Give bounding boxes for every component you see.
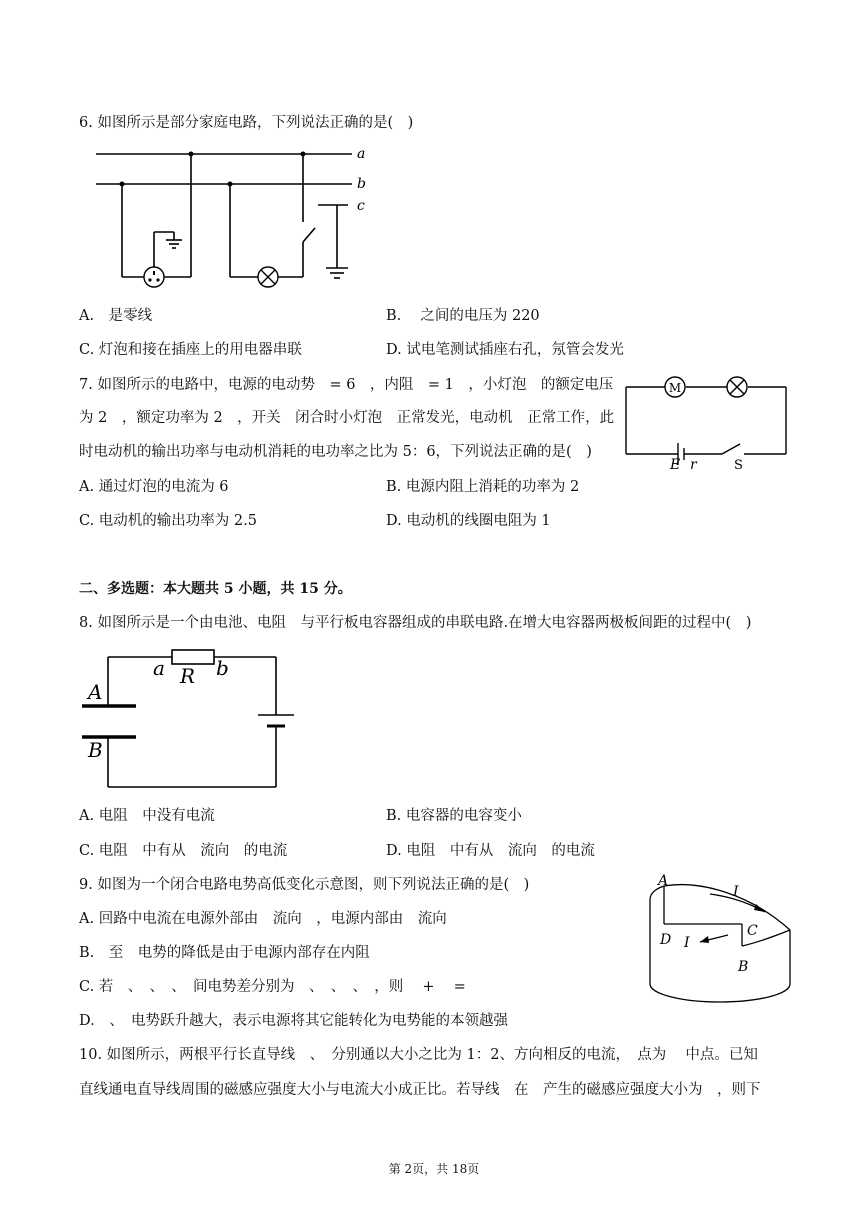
q7-option-c: C. 电动机的输出功率为 2.5 xyxy=(79,513,257,529)
label-D: D xyxy=(660,932,672,948)
label-a: a xyxy=(357,146,366,162)
q9-option-d: D. 、 电势跃升越大，表示电源将其它能转化为电势能的本领越强 xyxy=(79,1013,508,1029)
label-a: a xyxy=(153,656,165,680)
q9-option-c: C. 若 、 、 、 间电势差分别为 、 、 、 ，则 + = xyxy=(79,979,466,995)
q10-stem-line1: 10. 如图所示，两根平行长直导线 、 分别通以大小之比为 1：2、方向相反的电流， 点为 中点。已知 xyxy=(79,1047,758,1063)
label-b: b xyxy=(357,176,366,192)
q7-option-a: A. 通过灯泡的电流为 6 xyxy=(79,479,229,495)
socket-icon xyxy=(144,267,164,287)
label-C: C xyxy=(747,923,758,939)
label-A: A xyxy=(88,680,103,704)
label-I-inner: I xyxy=(684,935,690,951)
q8-stem: 8. 如图所示是一个由电池、电阻 与平行板电容器组成的串联电路.在增大电容器两极板间距的过程中( ) xyxy=(79,615,752,631)
label-I-top: I xyxy=(733,884,739,900)
q7-option-d: D. 电动机的线圈电阻为 1 xyxy=(386,513,551,529)
q8-option-c: C. 电阻 中有从 流向 的电流 xyxy=(79,843,288,859)
q7-circuit-figure xyxy=(620,372,795,472)
q6-option-b: B. 之间的电压为 220 xyxy=(386,308,540,324)
label-B: B xyxy=(738,959,749,975)
motor-icon xyxy=(665,377,685,397)
label-S: S xyxy=(734,458,743,473)
q7-stem-line1: 7. 如图所示的电路中，电源的电动势 = 6 ，内阻 = 1 ，小灯泡 的额定电压 xyxy=(79,377,614,393)
q6-household-circuit-figure xyxy=(90,140,390,290)
page-footer: 第 2页，共 18页 xyxy=(388,1162,480,1176)
q6-option-c: C. 灯泡和接在插座上的用电器串联 xyxy=(79,342,302,358)
q10-stem-line2: 直线通电直导线周围的磁感应强度大小与电流大小成正比。若导线 在 产生的磁感应强度大小为 ，则下 xyxy=(79,1082,761,1098)
q7-stem-line3: 时电动机的输出功率与电动机消耗的电功率之比为 5：6，下列说法正确的是( ) xyxy=(79,444,592,460)
label-B: B xyxy=(88,738,103,762)
q7-option-b: B. 电源内阻上消耗的功率为 2 xyxy=(386,479,580,495)
q8-option-b: B. 电容器的电容变小 xyxy=(386,808,522,824)
q7-stem-line2: 为 2 ，额定功率为 2 ，开关 闭合时小灯泡 正常发光，电动机 正常工作，此 xyxy=(79,410,615,426)
lamp-icon xyxy=(258,267,278,287)
q6-option-d: D. 试电笔测试插座右孔，氖管会发光 xyxy=(386,342,624,358)
q9-stem: 9. 如图为一个闭合电路电势高低变化示意图，则下列说法正确的是( ) xyxy=(79,877,530,893)
q8-option-d: D. 电阻 中有从 流向 的电流 xyxy=(386,843,595,859)
label-c: c xyxy=(357,198,365,214)
label-A: A xyxy=(658,873,669,889)
q9-option-b: B. 至 电势的降低是由于电源内部存在内阻 xyxy=(79,945,370,961)
q6-stem: 6. 如图所示是部分家庭电路，下列说法正确的是( ) xyxy=(79,115,414,131)
lamp-icon xyxy=(727,377,747,397)
q8-capacitor-circuit-figure xyxy=(80,645,300,795)
label-b: b xyxy=(216,656,229,680)
q8-option-a: A. 电阻 中没有电流 xyxy=(79,808,215,824)
label-R: R xyxy=(180,664,196,688)
section-heading: 二、多选题：本大题共 5 小题，共 15 分。 xyxy=(79,581,352,597)
label-r: r xyxy=(690,457,697,473)
motor-label: M xyxy=(668,381,682,395)
q9-option-a: A. 回路中电流在电源外部由 流向 ，电源内部由 流向 xyxy=(79,911,447,927)
q9-potential-diagram-figure xyxy=(640,872,800,1007)
q6-option-a: A. 是零线 xyxy=(79,308,153,324)
label-E: E xyxy=(670,457,681,473)
